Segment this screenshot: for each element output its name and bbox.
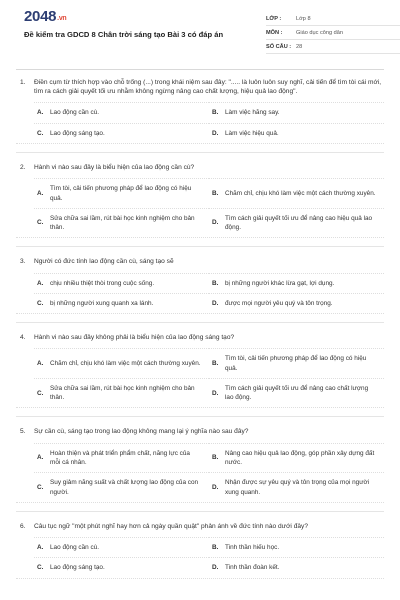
meta-label: SỐ CÂU : (266, 43, 292, 50)
logo-suffix: .vn (57, 15, 67, 22)
answer-option-b[interactable] (209, 178, 384, 208)
answer-option-c[interactable] (34, 293, 209, 313)
answer-options (16, 537, 384, 579)
option-text: Nâng cao hiệu quả lao động, góp phần xây dựng đất nước. (225, 449, 375, 466)
answer-option-b[interactable] (209, 102, 384, 122)
question-number: 4. (20, 334, 26, 342)
answer-option-d[interactable] (209, 472, 384, 502)
site-logo[interactable] (24, 8, 66, 25)
option-text: được mọi người yêu quý và tôn trọng. (225, 299, 333, 307)
option-text: bị những người khác lừa gạt, lợi dụng. (225, 279, 335, 287)
question-divider (16, 322, 384, 323)
meta-row-count (266, 40, 400, 54)
document-header (16, 0, 384, 70)
question-divider (16, 152, 384, 153)
answer-option-b[interactable] (209, 537, 384, 557)
answer-option-d[interactable] (209, 378, 384, 408)
answer-option-b[interactable] (209, 348, 384, 378)
option-letter: C. (37, 483, 44, 491)
meta-value: Lớp 8 (296, 15, 311, 22)
option-letter: A. (37, 109, 44, 117)
exam-title: Đề kiểm tra GDCD 8 Chân trời sáng tạo Bài 3 có đáp án (24, 30, 224, 39)
option-letter: A. (37, 359, 44, 367)
meta-value: 28 (296, 43, 303, 50)
question-number: 1. (20, 79, 26, 86)
answer-option-d[interactable] (209, 123, 384, 143)
meta-row-class (266, 12, 400, 26)
option-text: Sửa chữa sai lầm, rút bài học kinh nghiệm cho bản thân. (50, 214, 195, 232)
option-text: Làm việc hiệu quả. (225, 129, 279, 137)
question-divider (16, 246, 384, 247)
meta-label: MÔN : (266, 29, 283, 36)
answer-options (16, 443, 384, 503)
question-text: Sự cần cù, sáng tạo trong lao động không mang lại ý nghĩa nào sau đây? (34, 428, 249, 436)
meta-label: LỚP : (266, 15, 282, 22)
option-letter: B. (212, 279, 219, 287)
option-text: Lao động cần cù. (50, 544, 100, 552)
question-text: Người có đức tính lao động cần cù, sáng tạo sẽ (34, 258, 174, 266)
answer-options (16, 348, 384, 408)
option-text: Sửa chữa sai lầm, rút bài học kinh nghiệm cho bản thân. (50, 384, 195, 402)
question-text: Câu tục ngữ "một phút nghĩ hay hơn cả ngày quần quật" phản ánh về đức tính nào dưới đây? (34, 522, 309, 530)
option-letter: A. (37, 189, 44, 197)
question-number: 3. (20, 258, 26, 266)
question-stem (16, 427, 384, 436)
question-item (16, 257, 384, 314)
option-text: Tinh thần đoàn kết. (225, 564, 280, 572)
question-stem (16, 333, 384, 342)
answer-option-c[interactable] (34, 208, 209, 238)
option-text: Chăm chỉ, chịu khó làm việc một cách thường xuyên. (50, 359, 201, 367)
answer-option-b[interactable] (209, 443, 384, 473)
option-text: Làm việc hăng say. (225, 109, 280, 117)
answer-options (16, 273, 384, 315)
answer-option-a[interactable] (34, 537, 209, 557)
answer-options (16, 178, 384, 238)
question-number: 6. (20, 522, 26, 530)
option-text: Tìm tòi, cải tiến phương pháp để lao động có hiệu quả. (50, 185, 192, 202)
answer-option-c[interactable] (34, 557, 209, 577)
option-text: Lao động cần cù. (50, 109, 100, 117)
option-letter: D. (212, 219, 219, 227)
question-stem (16, 163, 384, 172)
option-letter: D. (212, 389, 219, 397)
option-letter: B. (212, 189, 219, 197)
option-text: Suy giảm năng suất và chất lượng lao động của con người. (50, 479, 199, 496)
question-item (16, 78, 384, 144)
question-item (16, 163, 384, 238)
question-number: 2. (20, 164, 26, 171)
option-text: Hoàn thiện và phát triển phẩm chất, năng lực của mỗi cá nhân. (50, 449, 190, 466)
answer-option-d[interactable] (209, 208, 384, 238)
option-text: bị những người xung quanh xa lánh. (50, 299, 154, 307)
option-letter: A. (37, 544, 44, 552)
question-stem (16, 522, 384, 531)
answer-options (16, 102, 384, 144)
answer-option-c[interactable] (34, 378, 209, 408)
question-divider (16, 511, 384, 512)
question-stem (16, 257, 384, 266)
answer-option-a[interactable] (34, 178, 209, 208)
answer-option-a[interactable] (34, 102, 209, 122)
logo-main: 2048 (24, 8, 57, 25)
option-text: Tìm cách giải quyết tối ưu để nâng cao chất lượng lao động. (225, 384, 369, 402)
option-letter: A. (37, 279, 44, 287)
answer-option-c[interactable] (34, 123, 209, 143)
question-item (16, 427, 384, 502)
answer-option-a[interactable] (34, 348, 209, 378)
meta-value: Giáo dục công dân (296, 29, 343, 36)
option-letter: C. (37, 129, 44, 137)
question-list (16, 70, 384, 579)
option-letter: D. (212, 299, 219, 307)
answer-option-d[interactable] (209, 293, 384, 313)
question-divider (16, 416, 384, 417)
question-number: 5. (20, 428, 26, 436)
question-text: Hành vi nào sau đây là biểu hiện của lao động cần cù? (34, 164, 195, 171)
option-text: Lao động sáng tạo. (50, 564, 105, 572)
question-text: Điền cụm từ thích hợp vào chỗ trống (...) trong khái niệm sau đây: "..... là luôn luôn suy nghĩ, cải tiến để tìm tòi cái mới, tìm ra cách giải quyết tối ưu nhằm không ngừng nâng cao chất lượng, hiệu quả lao động". (34, 79, 382, 96)
option-letter: D. (212, 483, 219, 491)
option-letter: C. (37, 389, 44, 397)
option-letter: B. (212, 109, 219, 117)
question-item (16, 333, 384, 408)
exam-meta (266, 12, 400, 54)
option-letter: D. (212, 129, 219, 137)
option-letter: B. (212, 454, 219, 462)
option-letter: C. (37, 564, 44, 572)
option-letter: D. (212, 564, 219, 572)
option-letter: A. (37, 454, 44, 462)
meta-row-subject (266, 26, 400, 40)
option-letter: C. (37, 219, 44, 227)
option-text: Tìm tòi, cải tiến phương pháp để lao động có hiệu quả. (225, 355, 367, 372)
answer-option-c[interactable] (34, 472, 209, 502)
answer-option-a[interactable] (34, 273, 209, 293)
option-text: Tìm cách giải quyết tối ưu để nâng cao hiệu quả lao động. (225, 214, 373, 232)
question-text: Hành vi nào sau đây không phải là biểu hiện của lao động sáng tạo? (34, 334, 235, 342)
answer-option-b[interactable] (209, 273, 384, 293)
answer-option-d[interactable] (209, 557, 384, 577)
option-letter: B. (212, 359, 219, 367)
option-text: Tinh thần hiếu học. (225, 544, 280, 552)
question-item (16, 522, 384, 579)
option-letter: B. (212, 544, 219, 552)
question-stem (16, 78, 384, 96)
option-text: Lao động sáng tạo. (50, 129, 105, 137)
option-text: chịu nhiều thiệt thòi trong cuộc sống. (50, 279, 155, 287)
answer-option-a[interactable] (34, 443, 209, 473)
option-text: Chăm chỉ, chịu khó làm việc một cách thường xuyên. (225, 189, 376, 197)
option-text: Nhận được sự yêu quý và tôn trọng của mọi người xung quanh. (225, 479, 370, 496)
option-letter: C. (37, 299, 44, 307)
